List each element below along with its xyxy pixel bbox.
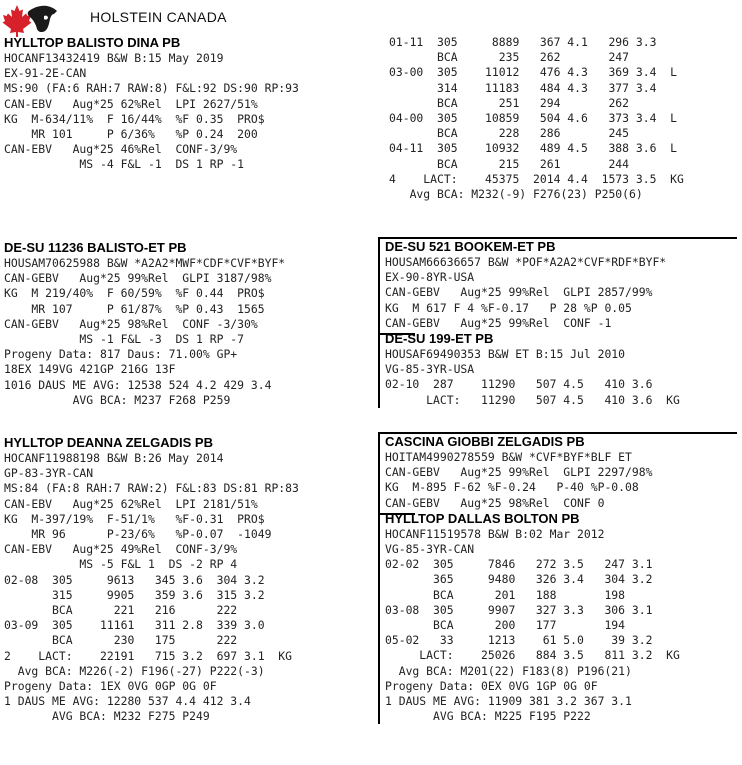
animal-info-line: HOCANF11988198 B&W B:26 May 2014 [4,451,224,465]
lactation-line: 03-08 305 9907 327 3.3 306 3.1 [385,602,653,617]
lactation-line: 01-11 305 8889 367 4.1 296 3.3 [389,35,657,49]
animal-info-line: EX-91-2E-CAN [4,66,87,81]
animal-info-line: CAN-GEBV Aug*25 98%Rel CONF -3/30% [4,316,258,331]
animal-info-line: 02-10 287 11290 507 4.5 410 3.6 [385,377,653,392]
lactation-line: 03-09 305 11161 311 2.8 339 3.0 [4,618,265,633]
lactation-line: BCA 251 294 262 [389,95,630,110]
animal-info-line: MR 101 P 6/36% %P 0.24 200 [4,127,258,142]
lactation-line: Avg BCA: M226(-2) F196(-27) P222(-3) [4,663,265,678]
lactation-line: 02-08 305 9613 345 3.6 304 3.2 [4,572,265,587]
animal-name: HYLLTOP DALLAS BOLTON PB [385,510,580,526]
animal-info-line: CAN-EBV Aug*25 46%Rel CONF-3/9% [4,142,238,157]
sire-pedigree-bracket [378,237,737,408]
animal-card-sire [4,240,285,408]
animal-name: CASCINA GIOBBI ZELGADIS PB [385,434,585,449]
animal-info-line: HOUSAM70625988 B&W *A2A2*MWF*CDF*CVF*BYF* [4,256,286,270]
animal-info-line: 1 DAUS ME AVG: 11909 381 3.2 367 3.1 [385,694,632,709]
animal-info-line: MR 107 P 61/87% %P 0.43 1565 [4,301,265,316]
lactation-line: BCA 215 261 244 [389,156,630,171]
animal-info-line: CAN-EBV Aug*25 49%Rel CONF-3/9% [4,542,238,557]
lactation-line: BCA 235 262 247 [389,50,630,65]
lactation-line: 4 LACT: 45375 2014 4.4 1573 3.5 KG [389,171,684,186]
dam-pedigree-bracket [378,432,737,724]
lactation-line: BCA 228 286 245 [389,126,630,141]
animal-info-line: HOCANF13432419 B&W B:15 May 2019 [4,51,224,65]
animal-info-line: EX-90-8YR-USA [385,270,475,285]
animal-info-line: HOUSAF69490353 B&W ET B:15 Jul 2010 [385,347,626,362]
animal-info-line: KG M-634/11% F 16/44% %F 0.35 PRO$ [4,111,265,126]
lactation-line: 05-02 33 1213 61 5.0 39 3.2 [385,633,653,648]
animal-info-line: 1 DAUS ME AVG: 12280 537 4.4 412 3.4 [4,694,251,709]
animal-info-line: CAN-GEBV Aug*25 99%Rel CONF -1 [385,315,612,330]
animal-name: HYLLTOP DEANNA ZELGADIS PB [4,435,213,450]
animal-info-line: VG-85-3YR-USA [385,362,475,377]
animal-info-line: CAN-GEBV Aug*25 98%Rel CONF 0 [385,495,605,510]
lactation-line: 314 11183 484 4.3 377 3.4 [389,80,657,95]
lactation-line: LACT: 25026 884 3.5 811 3.2 KG [385,648,680,663]
animal-info-line: Progeny Data: 1EX 0VG 0GP 0G 0F [4,679,217,694]
lactation-line: BCA 230 175 222 [4,633,238,648]
animal-info-line: HOUSAM66636657 B&W *POF*A2A2*CVF*RDF*BYF* [385,255,667,269]
animal-info-line: LACT: 11290 507 4.5 410 3.6 KG [385,392,680,407]
animal-info-line: HOCANF11519578 B&W B:02 Mar 2012 [385,526,605,541]
lactation-line: 2 LACT: 22191 715 3.2 697 3.1 KG [4,648,293,663]
animal-info-line: MR 96 P-23/6% %P-0.07 -1049 [4,527,272,542]
lactation-line: 03-00 305 11012 476 4.3 369 3.4 L [389,65,678,80]
maple-leaf-icon [3,5,32,37]
maple-leaf-cow-logo [2,2,58,38]
animal-info-line: GP-83-3YR-CAN [4,466,94,481]
animal-info-line: CAN-GEBV Aug*25 99%Rel GLPI 3187/98% [4,271,272,286]
lactation-line: 04-11 305 10932 489 4.5 388 3.6 L [389,141,678,156]
animal-info-line: Progeny Data: 0EX 0VG 1GP 0G 0F [385,678,598,693]
lactation-line: Avg BCA: M232(-9) F276(23) P250(6) [389,187,643,202]
brand-title: HOLSTEIN CANADA [90,9,227,25]
animal-info-line: KG M 219/40% F 60/59% %F 0.44 PRO$ [4,286,265,301]
lactation-line: Avg BCA: M201(22) F183(8) P196(21) [385,663,632,678]
lactation-line: 04-00 305 10859 504 4.6 373 3.4 L [389,111,678,126]
animal-info-line: AVG BCA: M237 F268 P259 [4,392,231,407]
animal-card-dam [4,435,299,725]
animal-name: DE-SU 11236 BALISTO-ET PB [4,240,187,255]
animal-info-line: MS -1 F&L -3 DS 1 RP -7 [4,332,245,347]
lactation-line: 02-02 305 7846 272 3.5 247 3.1 [385,557,653,572]
animal-info-line: CAN-GEBV Aug*25 99%Rel GLPI 2857/99% [385,285,653,300]
lactation-line: BCA 200 177 194 [385,618,626,633]
animal-info-line: KG M 617 F 4 %F-0.17 P 28 %P 0.05 [385,300,632,315]
animal-info-line: CAN-GEBV Aug*25 99%Rel GLPI 2297/98% [385,465,653,480]
animal-info-line: 1016 DAUS ME AVG: 12538 524 4.2 429 3.4 [4,377,272,392]
animal-info-line: MS -5 F&L 1 DS -2 RP 4 [4,557,238,572]
animal-info-line: MS:84 (FA:8 RAH:7 RAW:2) F&L:83 DS:81 RP:83 [4,481,299,496]
animal-info-line: CAN-EBV Aug*25 62%Rel LPI 2181/51% [4,496,258,511]
animal-info-line: KG M-397/19% F-51/1% %F-0.31 PRO$ [4,511,265,526]
animal-info-line: HOITAM4990278559 B&W *CVF*BYF*BLF ET [385,450,632,464]
animal-info-line: KG M-895 F-62 %F-0.24 P-40 %P-0.08 [385,480,639,495]
animal-info-line: CAN-EBV Aug*25 62%Rel LPI 2627/51% [4,96,258,111]
animal-name: DE-SU 199-ET PB [385,331,494,347]
lactation-line: BCA 221 216 222 [4,603,238,618]
lactation-line: BCA 201 188 198 [385,587,626,602]
animal-name: DE-SU 521 BOOKEM-ET PB [385,239,556,254]
animal-info-line: AVG BCA: M225 F195 P222 [385,709,591,724]
lactation-records-dina [389,35,684,202]
cow-head-icon [28,6,57,32]
lactation-line: 365 9480 326 3.4 304 3.2 [385,572,653,587]
animal-info-line: 18EX 149VG 421GP 216G 13F [4,362,176,377]
lactation-line: 315 9905 359 3.6 315 3.2 [4,587,265,602]
animal-card-dina [4,35,299,173]
animal-info-line: Progeny Data: 817 Daus: 71.00% GP+ [4,347,238,362]
animal-name: HYLLTOP BALISTO DINA PB [4,35,181,50]
animal-info-line: VG-85-3YR-CAN [385,542,475,557]
animal-info-line: MS:90 (FA:6 RAH:7 RAW:8) F&L:92 DS:90 RP:93 [4,81,299,96]
animal-info-line: MS -4 F&L -1 DS 1 RP -1 [4,157,245,172]
animal-info-line: AVG BCA: M232 F275 P249 [4,709,210,724]
